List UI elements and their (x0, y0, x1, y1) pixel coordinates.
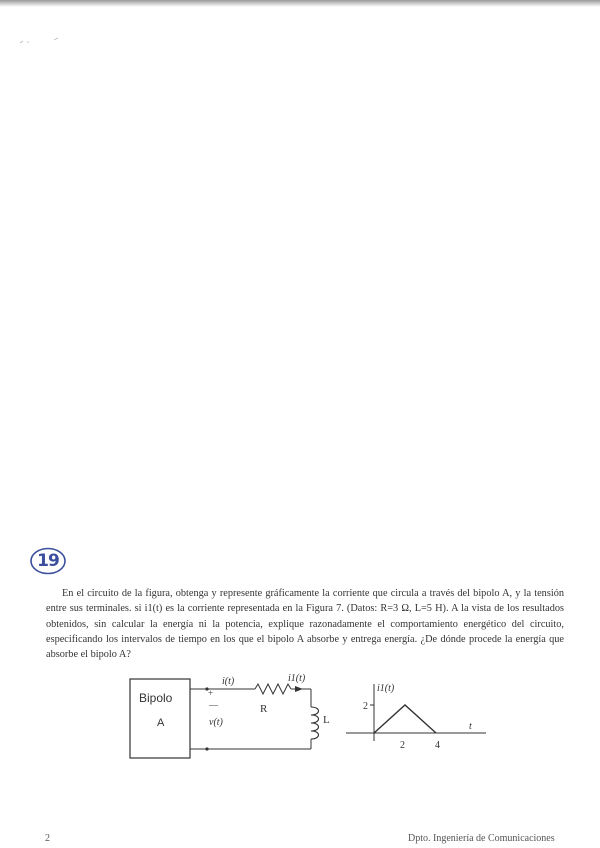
page-number: 2 (45, 833, 50, 844)
problem-statement (46, 586, 564, 662)
resistor-symbol (255, 684, 291, 694)
current-i-label: i(t) (222, 676, 235, 687)
bipolo-label: Bipolo (139, 691, 173, 705)
voltage-label: v(t) (209, 717, 223, 728)
problem-number: 19 (37, 551, 59, 571)
plus-sign: + (208, 688, 214, 698)
scan-smudge-mark (18, 36, 68, 46)
scan-top-edge (0, 0, 600, 7)
terminal-bottom (205, 747, 208, 750)
minus-sign: — (209, 700, 218, 710)
current-graph (346, 683, 486, 751)
graph-x-tick-label-2: 2 (400, 740, 405, 751)
graph-x-label: t (469, 721, 472, 732)
graph-y-tick-label: 2 (363, 701, 368, 712)
resistor-label: R (260, 703, 268, 715)
department-name: Dpto. Ingeniería de Comunicaciones (408, 833, 555, 844)
inductor-symbol (311, 707, 319, 739)
circuit-figure (125, 669, 495, 769)
problem-text: En el circuito de la figura, obtenga y represente gráficamente la corriente que circula a través del bipolo A, y la tensión entre sus terminales. si i1(t) es la corriente representada en la Figura 7. (Datos: R=3 Ω, L=5 H). A la vista de los resultados obtenidos, sin calcular la energía ni la potencia, explique razonadamente el comportamiento energético del circuito, especificando los intervalos de tiempo en los que el bipolo A absorbe y entrega energía. ¿De dónde procede la energía que absorbe el bipolo A? (46, 588, 564, 661)
current-arrow (295, 686, 303, 692)
graph-current-curve (374, 705, 436, 733)
inductor-label: L (323, 714, 330, 726)
current-i1-label: i1(t) (288, 673, 306, 684)
bipolo-letter: A (157, 717, 165, 729)
graph-x-tick-label-4: 4 (435, 740, 440, 751)
graph-y-label: i1(t) (377, 683, 395, 694)
